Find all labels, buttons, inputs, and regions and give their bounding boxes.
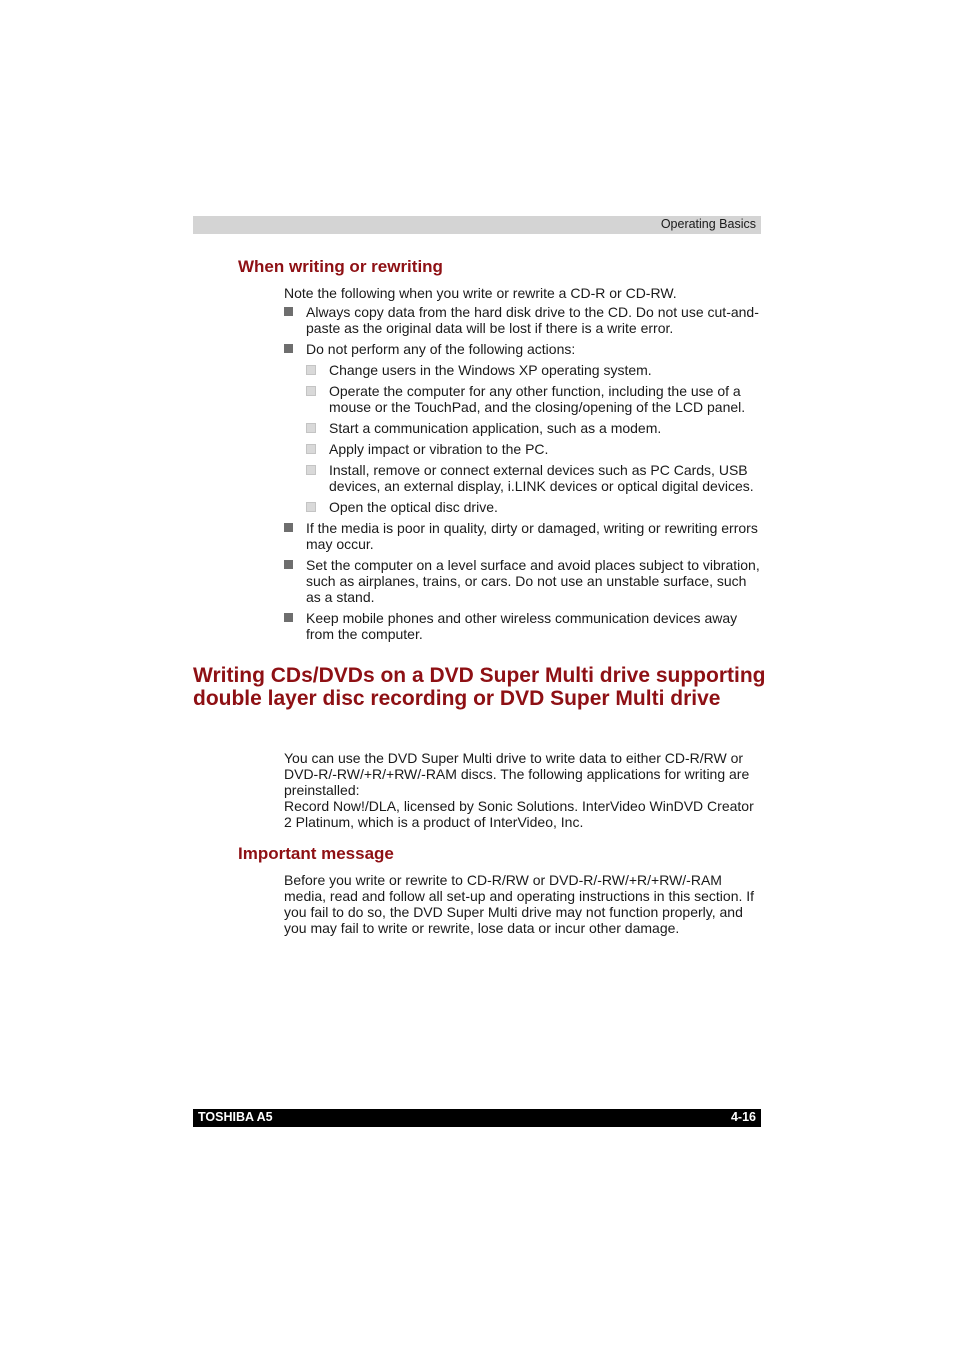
heading-important-message: Important message [238, 844, 394, 863]
dvd-para-applications: You can use the DVD Super Multi drive to write data to either CD-R/RW or DVD-R/-RW/+R/+RW/-RAM discs. The following applications for writing are preinstalled: [284, 750, 750, 798]
list-item-text: Do not perform any of the following actions: [306, 341, 576, 357]
important-message-para: Before you write or rewrite to CD-R/RW or DVD-R/-RW/+R/+RW/-RAM media, read and follow all set-up and operating instructions in this section. If you fail to do so, the DVD Super Multi drive may not function properly, and you may fail to write or rewrite, lose data or incur other damage. [284, 872, 755, 936]
sub-list-item-text: Open the optical disc drive. [329, 499, 498, 515]
sub-list-item-text: Install, remove or connect external devices such as PC Cards, USB devices, an external display, i.LINK devices or optical digital devices. [329, 462, 754, 494]
square-bullet-icon [284, 307, 293, 316]
list-item [284, 610, 762, 642]
running-header [193, 216, 761, 234]
list-item-text: Set the computer on a level surface and avoid places subject to vibration, such as airplanes, trains, or cars. Do not use an unstable surface, such as a stand. [306, 557, 760, 605]
sub-list-item [306, 462, 762, 494]
light-square-bullet-icon [306, 386, 316, 396]
list-item-text: If the media is poor in quality, dirty or damaged, writing or rewriting errors may occur. [306, 520, 758, 552]
list-item [284, 520, 762, 552]
square-bullet-icon [284, 344, 293, 353]
dvd-para-software: Record Now!/DLA, licensed by Sonic Solutions. InterVideo WinDVD Creator 2 Platinum, which is a product of InterVideo, Inc. [284, 798, 754, 830]
square-bullet-icon [284, 523, 293, 532]
light-square-bullet-icon [306, 423, 316, 433]
square-bullet-icon [284, 560, 293, 569]
sub-list-item [306, 383, 762, 415]
light-square-bullet-icon [306, 365, 316, 375]
list-item [284, 304, 762, 336]
sub-list-item-text: Operate the computer for any other function, including the use of a mouse or the TouchPad, and the closing/opening of the LCD panel. [329, 383, 746, 415]
sub-list-item-text: Apply impact or vibration to the PC. [329, 441, 549, 457]
list-item [284, 341, 762, 515]
heading-writing-cds-dvds: Writing CDs/DVDs on a DVD Super Multi drive supporting double layer disc recording or DVD Super Multi drive [193, 664, 766, 710]
writing-intro: Note the following when you write or rewrite a CD-R or CD-RW. [284, 285, 677, 301]
sub-list-item-text: Start a communication application, such as a modem. [329, 420, 662, 436]
prohibited-actions-list [306, 362, 762, 515]
running-footer [193, 1109, 761, 1127]
list-item-text: Keep mobile phones and other wireless communication devices away from the computer. [306, 610, 738, 642]
light-square-bullet-icon [306, 502, 316, 512]
footer-model-name: TOSHIBA A5 [198, 1110, 273, 1124]
header-section-name: Operating Basics [660, 217, 756, 231]
list-item [284, 557, 762, 605]
sub-list-item [306, 441, 762, 457]
sub-list-item [306, 362, 762, 378]
writing-notes-list [284, 304, 762, 647]
list-item-text: Always copy data from the hard disk drive to the CD. Do not use cut-and-paste as the original data will be lost if there is a write error. [306, 304, 759, 336]
light-square-bullet-icon [306, 444, 316, 454]
sub-list-item [306, 499, 762, 515]
footer-page-number: 4-16 [730, 1110, 756, 1124]
sub-list-item-text: Change users in the Windows XP operating system. [329, 362, 652, 378]
square-bullet-icon [284, 613, 293, 622]
heading-when-writing: When writing or rewriting [238, 257, 443, 276]
light-square-bullet-icon [306, 465, 316, 475]
sub-list-item [306, 420, 762, 436]
